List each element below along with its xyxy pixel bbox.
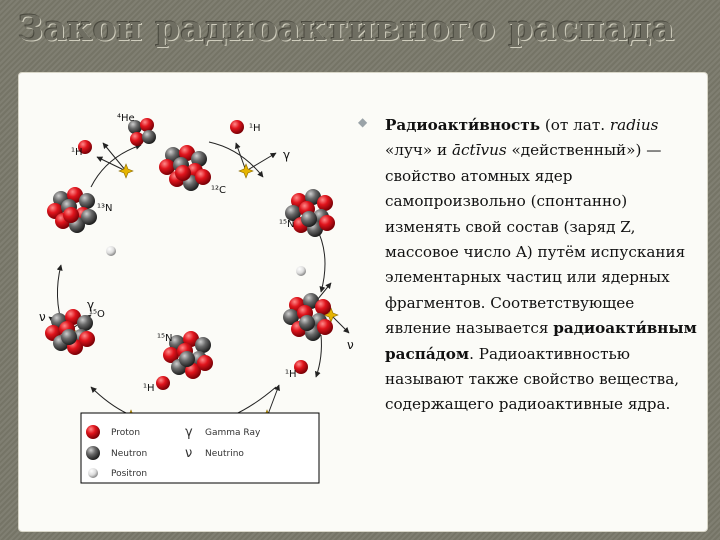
label-h1: ¹H xyxy=(249,123,261,134)
label-o15: ¹⁵O xyxy=(89,309,105,320)
label-he4: ⁴He xyxy=(117,113,135,124)
nucleus-n13 xyxy=(47,187,97,233)
label-h1: ¹H xyxy=(143,383,155,394)
legend-neutron-label: Neutron xyxy=(111,449,148,459)
label-n15: ¹⁵N xyxy=(157,333,173,344)
label-gamma: γ xyxy=(87,298,95,312)
positron-particle xyxy=(296,266,306,276)
label-h1: ¹H xyxy=(71,147,83,158)
nucleus-n15-bottom-right xyxy=(283,293,333,341)
text-run: . Радиоактивностью называют также свойство вещества, содержащего радиоактивные ядра. xyxy=(385,344,680,414)
legend-neutrino-label: Neutrino xyxy=(205,449,244,459)
slide-title: Закон радиоактивного распада xyxy=(18,8,675,49)
latin-word: radius xyxy=(609,116,659,134)
legend-positron-label: Positron xyxy=(111,469,148,479)
definition-paragraph xyxy=(385,113,697,418)
legend-proton-swatch xyxy=(86,425,100,439)
label-neutrino: ν xyxy=(347,338,354,352)
slide-content xyxy=(18,72,708,532)
legend-neutrino-symbol: ν xyxy=(185,446,193,461)
proton-particle xyxy=(156,376,170,390)
reaction-arrows xyxy=(49,142,349,447)
label-neutrino: ν xyxy=(39,310,46,324)
text-run: «действенный») — свойство атомных ядер самопроизвольно (спонтанно) изменять свой состав (заряд Z, массовое число A) путём испускания элементарных частиц или ядерных фрагментов. Соответствующее явление называется xyxy=(385,141,686,338)
nucleus-c12 xyxy=(159,145,211,191)
bullet-icon: ◆ xyxy=(358,115,368,129)
label-gamma: γ xyxy=(283,148,291,162)
term-radioactive-decay: радиоакти́вным распа́дом xyxy=(385,319,697,363)
label-n15: ¹⁵N xyxy=(279,219,295,230)
label-c12: ¹²C xyxy=(211,185,226,196)
legend-proton-label: Proton xyxy=(111,428,141,438)
decay-cycle-diagram xyxy=(31,87,369,527)
proton-particle xyxy=(230,120,244,134)
nucleus-o15 xyxy=(45,309,95,355)
text-run: (от лат. xyxy=(540,116,610,134)
positron-particle xyxy=(106,246,116,256)
legend-neutron-swatch xyxy=(86,446,100,460)
term-radioactivity: Радиоакти́вность xyxy=(385,116,541,134)
legend-gamma-label: Gamma Ray xyxy=(205,428,261,438)
label-n13: ¹³N xyxy=(97,203,113,214)
legend xyxy=(81,413,319,483)
latin-word: āctīvus xyxy=(452,141,507,160)
label-h1: ¹H xyxy=(285,369,297,380)
legend-gamma-symbol: γ xyxy=(185,425,193,440)
legend-positron-swatch xyxy=(88,468,98,478)
text-run: «луч» и xyxy=(385,141,452,160)
